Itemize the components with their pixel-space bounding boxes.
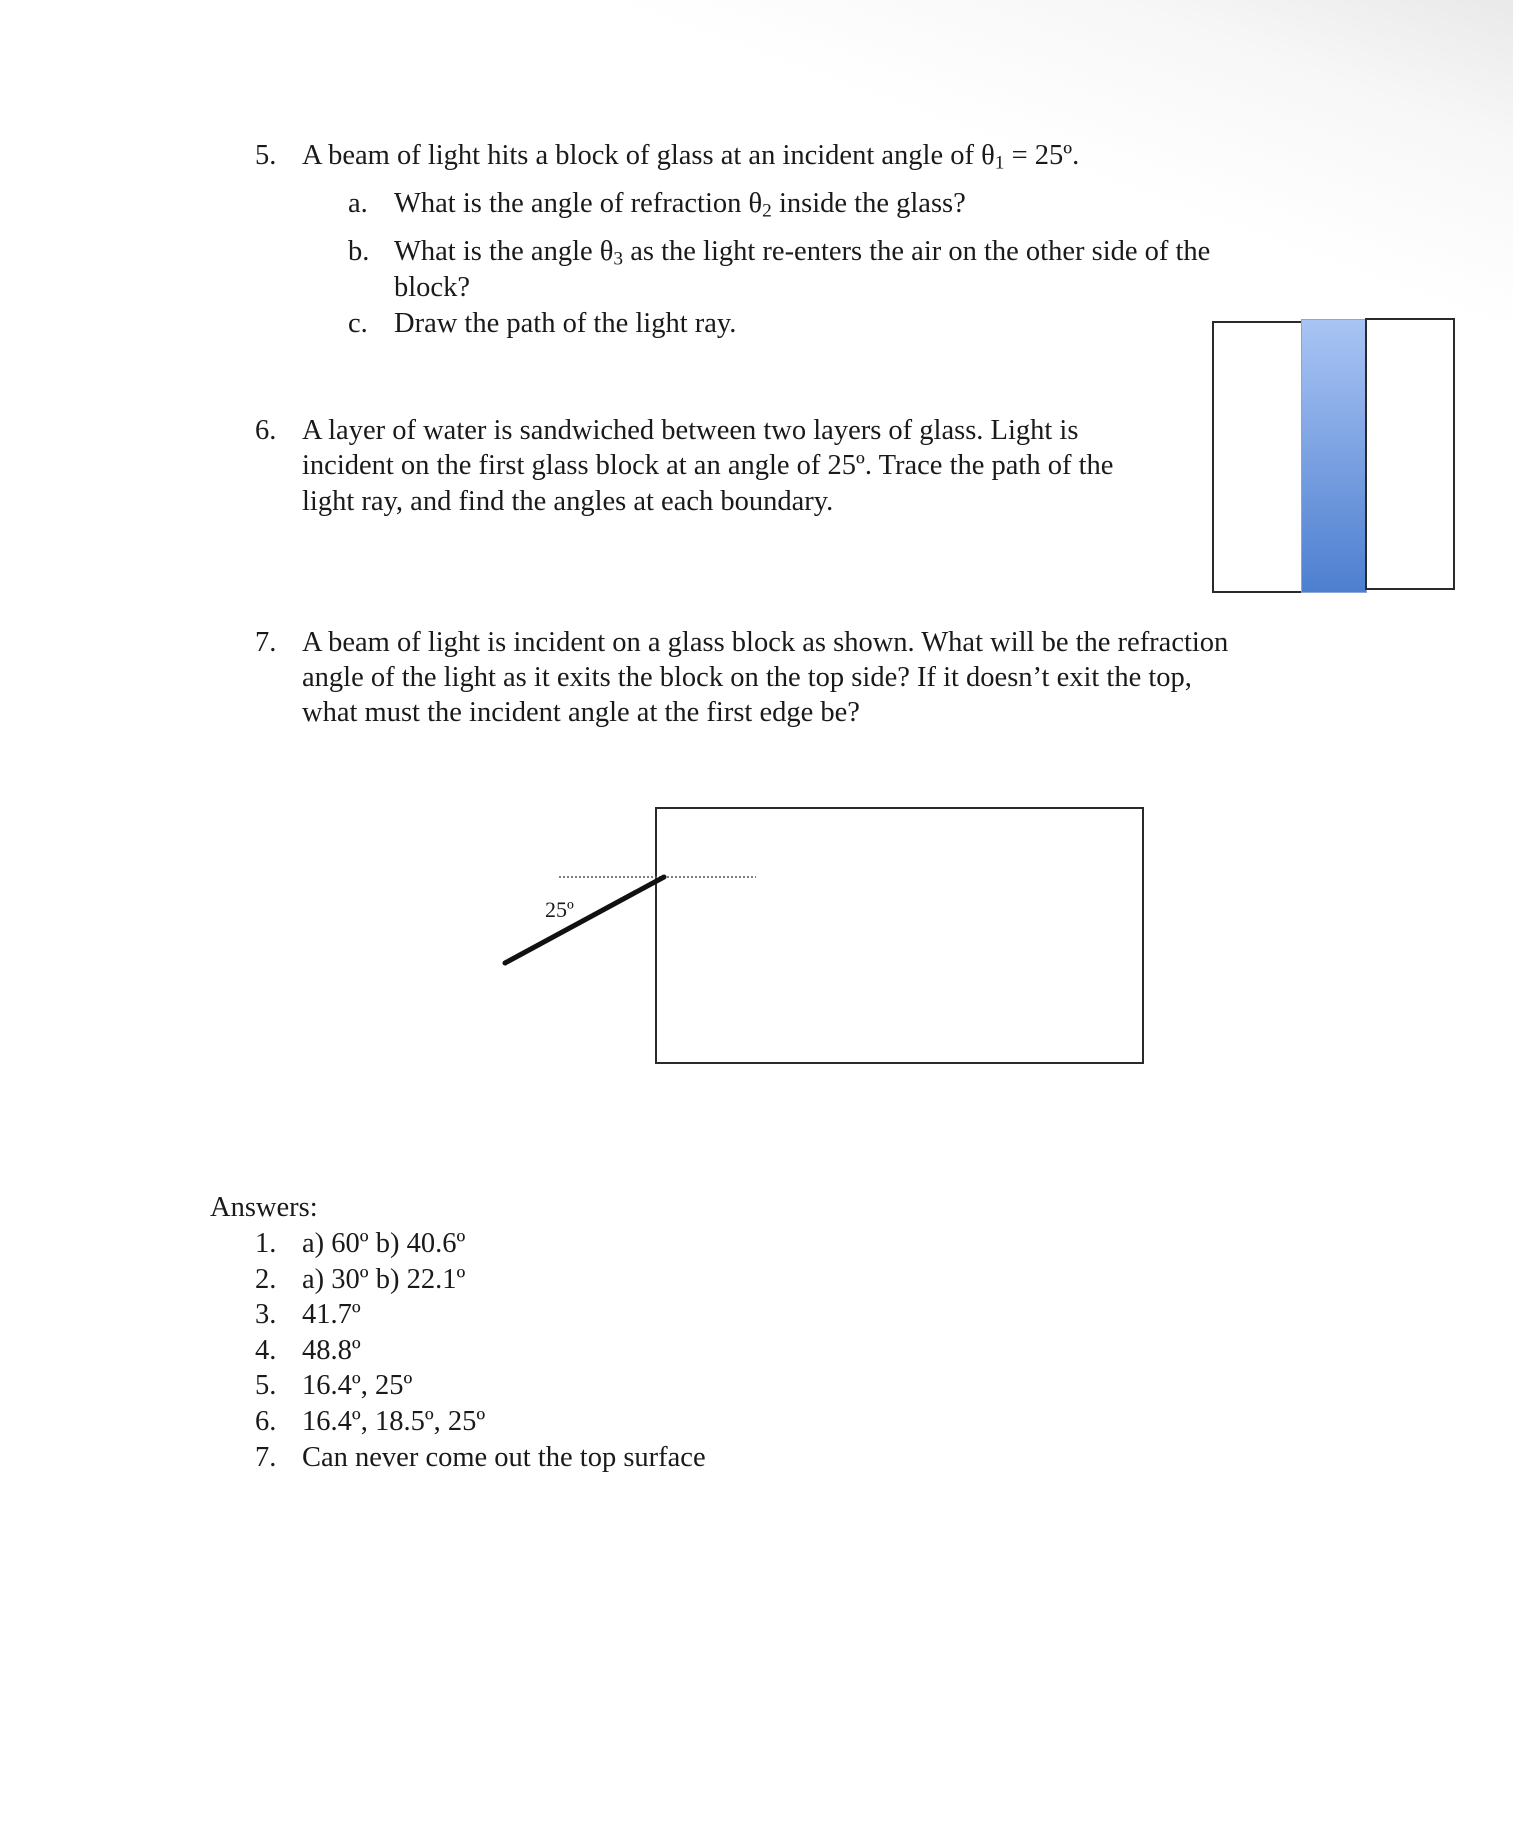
glass-block-rect [656,808,1143,1063]
answer-text: a) 60º b) 40.6º [302,1228,466,1259]
answer-number: 5. [255,1370,277,1401]
answer-number: 3. [255,1299,277,1330]
part-letter: c. [348,308,368,339]
question-text-line: what must the incident angle at the first edge be? [302,697,860,728]
question-number: 7. [255,627,277,658]
question-text-line: A layer of water is sandwiched between two layers of glass. Light is [302,415,1079,446]
question-text-line: angle of the light as it exits the block on the top side? If it doesn’t exit the top, [302,662,1192,693]
part-letter: a. [348,188,368,219]
answer-text: a) 30º b) 22.1º [302,1264,466,1295]
question-number: 6. [255,415,277,446]
answer-text: 16.4º, 25º [302,1370,413,1401]
question-text-line: incident on the first glass block at an angle of 25º. Trace the path of the [302,450,1114,481]
incident-ray-line [505,877,664,963]
part-b-text-line2: block? [394,272,470,303]
answer-number: 6. [255,1406,277,1437]
answer-text: Can never come out the top surface [302,1442,706,1473]
answer-number: 2. [255,1264,277,1295]
part-c-text: Draw the path of the light ray. [394,308,737,339]
angle-label: 25º [545,897,574,922]
part-a-text: What is the angle of refraction $\theta_2$ inside the glass? [394,188,966,222]
answer-text: 16.4º, 18.5º, 25º [302,1406,486,1437]
question-text: A beam of light hits a block of glass at an incident angle of $\theta_1$ = 25º. [302,140,1080,174]
question-text-line: light ray, and find the angles at each boundary. [302,486,834,517]
question-text-line: A beam of light is incident on a glass block as shown. What will be the refraction [302,627,1229,658]
part-b-text: What is the angle $\theta_3$ as the light re-enters the air on the other side of the [394,236,1211,270]
answers-heading: Answers: [210,1192,318,1223]
question-number: 5. [255,140,277,171]
part-letter: b. [348,236,370,267]
answer-text: 48.8º [302,1335,361,1366]
answer-number: 1. [255,1228,277,1259]
answer-number: 7. [255,1442,277,1473]
answer-text: 41.7º [302,1299,361,1330]
answer-number: 4. [255,1335,277,1366]
